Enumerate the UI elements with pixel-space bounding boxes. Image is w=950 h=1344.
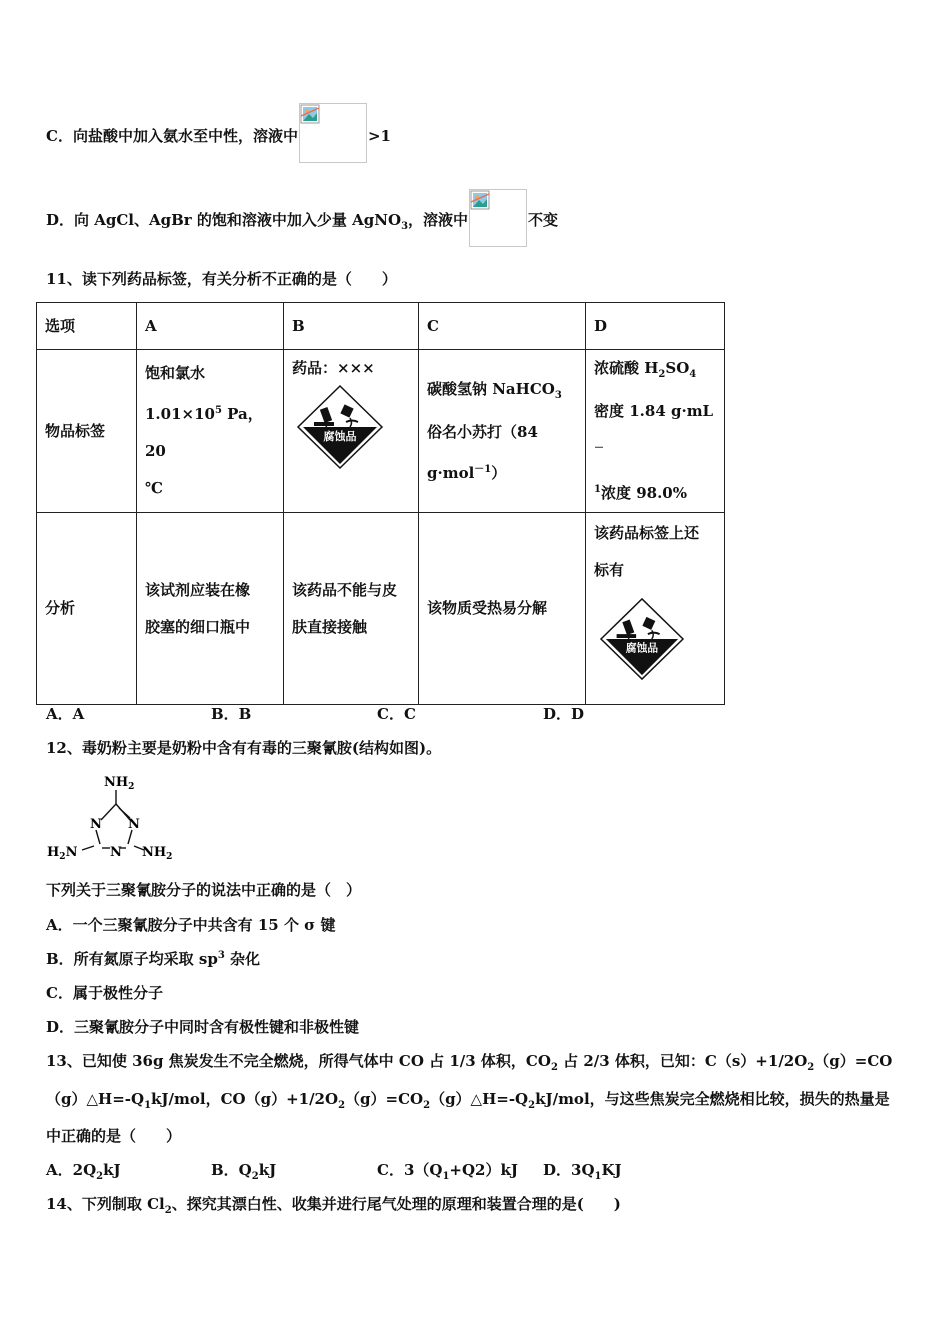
q11-option-b[interactable]: B．B	[211, 705, 252, 723]
row-label-item: 物品标签	[37, 350, 137, 513]
table-header-c: C	[419, 303, 586, 350]
ring-nitrogen: N	[110, 845, 122, 860]
label-d-line1: 浓硫酸 $H_2SO_4$	[594, 359, 697, 380]
q10-option-d	[46, 182, 558, 242]
broken-image-icon	[299, 103, 367, 163]
corrosive-pictogram-icon	[296, 384, 384, 470]
q10-option-d-mid: ，溶液中	[408, 211, 469, 229]
corrosive-pictogram-label: 腐蚀品	[625, 641, 659, 655]
melamine-left-group: $H_2N$	[47, 845, 78, 862]
q10-option-d-suffix: 不变	[528, 211, 559, 229]
q12-option-d[interactable]: D．三聚氰胺分子中同时含有极性键和非极性键	[46, 1018, 360, 1036]
corrosive-pictogram-label: 腐蚀品	[323, 430, 357, 443]
q10-option-c	[46, 99, 391, 159]
label-a-line2: $1.01\times 10^5$ Pa，20	[145, 405, 263, 460]
label-c-line2: 俗名小苏打（84	[427, 422, 538, 441]
analysis-a: 该试剂应装在橡 胶塞的细口瓶中	[137, 513, 284, 705]
label-d-line3: $^1$浓度 98.0%	[594, 484, 687, 502]
melamine-structure-diagram	[44, 770, 184, 866]
label-d	[586, 350, 725, 513]
q13-line2: $(g)\triangle H=-Q_1kJ$/mol，$CO(g)+1/2O_2(g)=CO_2(g)\triangle H=-Q_2kJ$/mol，与这些焦炭完全燃烧相比较，损失的热量是	[46, 1090, 890, 1111]
q10-option-d-sub: 3	[401, 221, 409, 232]
label-a-line3: ℃	[145, 479, 163, 497]
label-b-text: 药品：×××	[292, 359, 375, 377]
q11-option-d[interactable]: D．D	[543, 705, 585, 723]
label-c-line1: 碳酸氢钠 NaHCO$_3$	[427, 379, 562, 401]
label-a-line1: 饱和氯水	[145, 364, 206, 382]
q11-option-c[interactable]: C．C	[377, 705, 416, 723]
q12-option-c[interactable]: C．属于极性分子	[46, 984, 163, 1002]
broken-image-icon	[469, 189, 527, 247]
q10-option-c-prefix: C．向盐酸中加入氨水至中性，溶液中	[46, 127, 298, 145]
q13-option-c[interactable]: C．$3(Q_1+Q2)kJ$	[377, 1161, 518, 1182]
ring-nitrogen: N	[90, 817, 102, 832]
label-a	[137, 350, 284, 513]
corrosive-pictogram-icon	[598, 597, 686, 681]
analysis-d: 该药品标签上还 标有 腐蚀品	[586, 513, 725, 705]
q13-option-b[interactable]: B．$Q_2kJ$	[211, 1161, 277, 1182]
q14-stem: 14、下列制取 $Cl_2$、探究其漂白性、收集并进行尾气处理的原理和装置合理的是( )	[46, 1195, 621, 1216]
table-header-b: B	[284, 303, 419, 350]
table-header-d: D	[586, 303, 725, 350]
label-c	[419, 350, 586, 513]
label-d-line2: 密度 1.84 g·mL－	[594, 402, 714, 454]
q12-option-a[interactable]: A．一个三聚氰胺分子中共含有 15 个 σ 键	[46, 916, 336, 934]
label-b	[284, 350, 419, 513]
q11-option-a[interactable]: A．A	[46, 705, 85, 723]
q11-stem: 11、读下列药品标签，有关分析不正确的是（ ）	[46, 270, 397, 288]
q12-stem: 12、毒奶粉主要是奶粉中含有有毒的三聚氰胺(结构如图)。	[46, 739, 442, 757]
row-label-analysis: 分析	[37, 513, 137, 705]
q11-label-table	[36, 302, 725, 705]
melamine-top-group: $NH_2$	[104, 775, 135, 792]
ring-nitrogen: N	[128, 817, 140, 832]
label-c-line3: g·mol$^{-1}$）	[427, 463, 507, 482]
q12-question: 下列关于三聚氰胺分子的说法中正确的是（ ）	[46, 881, 362, 899]
q10-option-d-prefix: D．向 AgCl、AgBr 的饱和溶液中加入少量 AgNO	[46, 211, 402, 229]
analysis-b: 该药品不能与皮 肤直接接触	[284, 513, 419, 705]
table-header-option: 选项	[37, 303, 137, 350]
melamine-right-group: $NH_2$	[142, 845, 173, 862]
q13-option-a[interactable]: A．$2Q_2kJ$	[46, 1161, 121, 1182]
q12-option-b[interactable]: B．所有氮原子均采取 $sp^3$ 杂化	[46, 950, 261, 968]
analysis-c: 该物质受热易分解	[419, 513, 586, 705]
q10-option-c-suffix: >1	[367, 127, 391, 145]
table-header-a: A	[137, 303, 284, 350]
q13-option-d[interactable]: D．$3Q_1KJ$	[543, 1161, 622, 1182]
q13-line3: 中正确的是（ ）	[46, 1127, 182, 1145]
q13-line1: 13、已知使 36g 焦炭发生不完全燃烧，所得气体中 CO 占 1/3 体积，$CO_2$ 占 2/3 体积，已知：$C(s)+1/2O_2(g)=CO$	[46, 1052, 893, 1073]
